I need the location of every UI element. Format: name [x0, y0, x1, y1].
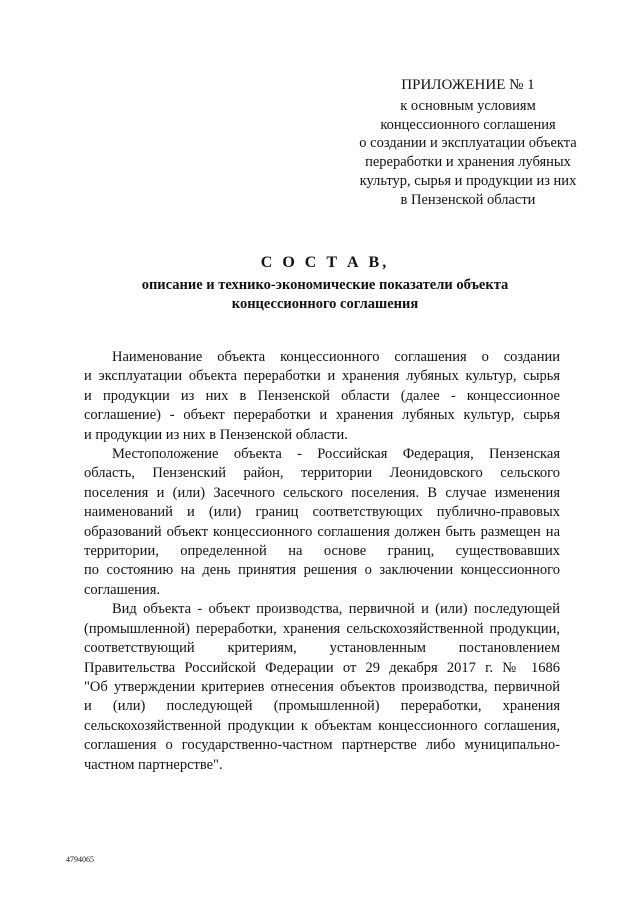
text-line: образований объект концессионного соглашения должен быть размещен на: [84, 523, 560, 540]
appendix-line: о создании и эксплуатации объекта: [359, 135, 577, 152]
text-line: соглашения.: [84, 581, 160, 598]
appendix-title: ПРИЛОЖЕНИЕ № 1: [401, 77, 535, 93]
document-subtitle: [60, 276, 590, 313]
text-line: Местоположение объекта - Российская Федерация, Пензенская: [112, 446, 560, 463]
text-line: сельскохозяйственной продукции к объектам концессионного соглашения,: [84, 717, 560, 734]
appendix-line: в Пензенской области: [400, 191, 536, 208]
text-line: область, Пензенский район, территории Леонидовского сельского: [84, 465, 560, 482]
appendix-line: концессионного соглашения: [380, 116, 556, 133]
text-line: (промышленной) переработки, хранения сельскохозяйственной продукции,: [84, 620, 560, 637]
text-line: соглашение) - объект переработки и хранения лубяных культур, сырья: [84, 407, 560, 424]
appendix-line: культур, сырья и продукции из них: [359, 172, 577, 189]
text-line: частном партнерстве".: [84, 756, 223, 773]
paragraph-location: [84, 445, 560, 600]
paragraph-name: [84, 348, 560, 445]
text-line: и продукции из них в Пензенской области.: [84, 426, 348, 443]
text-line: и (или) последующей (промышленной) переработки, хранения: [84, 698, 560, 715]
text-line: соответствующий критериям, установленным постановлением: [84, 640, 560, 657]
text-line: соглашения о государственно-частном партнерстве либо муниципально-: [84, 737, 560, 754]
text-line: и продукции из них в Пензенской области (далее - концессионное: [84, 387, 560, 404]
text-line: Наименование объекта концессионного соглашения о создании: [112, 349, 560, 365]
paragraph-type: [84, 600, 560, 775]
text-line: Правительства Российской Федерации от 29 декабря 2017 г. № 1686: [84, 659, 560, 676]
subtitle-line: концессионного соглашения: [231, 295, 419, 312]
appendix-line: к основным условиям: [400, 97, 536, 114]
document-title: С О С Т А В,: [260, 254, 390, 271]
text-line: территории, определенной на основе границ, существовавших: [84, 543, 560, 560]
text-line: и эксплуатации объекта переработки и хранения лубяных культур, сырья: [84, 368, 560, 385]
appendix-block: [320, 76, 616, 210]
text-line: Вид объекта - объект производства, первичной и (или) последующей: [112, 601, 560, 618]
text-line: "Об утверждении критериев отнесения объектов производства, первичной: [84, 678, 560, 695]
subtitle-line: описание и технико-экономические показатели объекта: [141, 277, 509, 293]
appendix-line: переработки и хранения лубяных: [365, 154, 571, 171]
text-line: наименований и (или) границ соответствующих публично-правовых: [84, 504, 560, 521]
text-line: поселения и (или) Засечного сельского поселения. В случае изменения: [84, 484, 560, 501]
text-line: по состоянию на день принятия решения о заключении концессионного: [84, 562, 560, 579]
document-body: [84, 348, 560, 775]
document-code: 4794065: [66, 855, 94, 864]
